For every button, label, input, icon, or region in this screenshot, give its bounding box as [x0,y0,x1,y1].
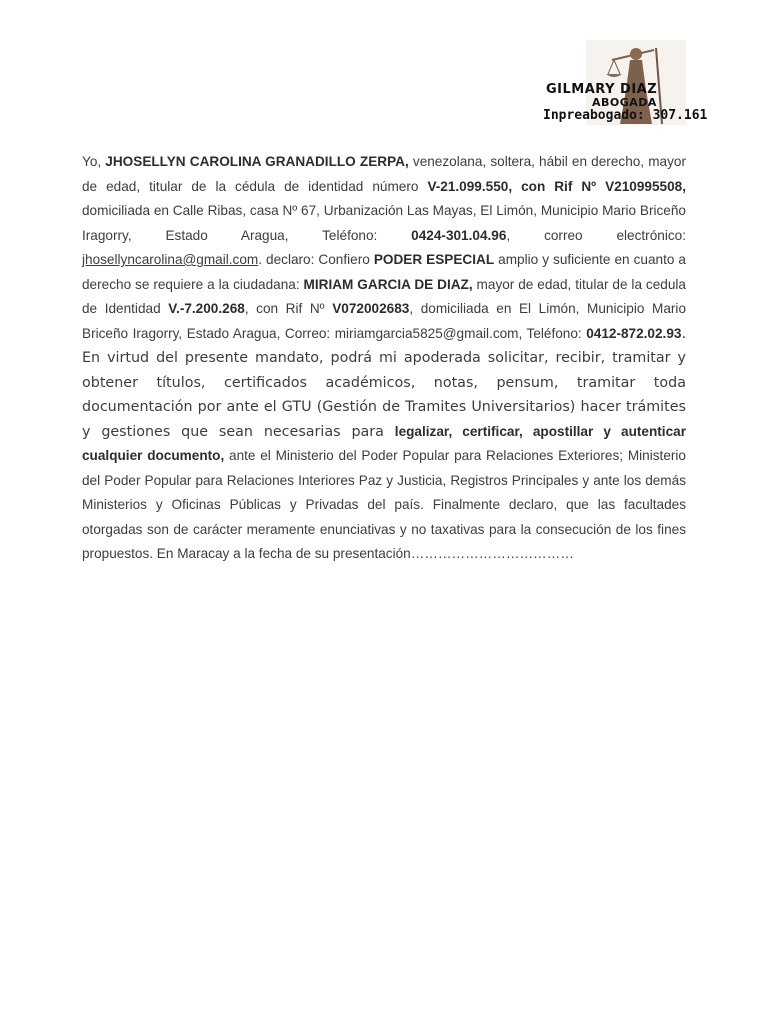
text-segment: venezolana, soltera, hábil en derecho, mayor de edad, titular de la cédula de identidad número [82,154,686,194]
text-segment: ante el Ministerio del Poder Popular para Relaciones Exteriores; Ministerio del Poder Popular para Relaciones Interiores Paz y Justicia, Registros Principales y ante los demás Ministerios y Oficinas Públicas y Privadas del país. Finalmente declaro, que las facultades otorgadas son de carácter meramente enunciativas y no taxativas para la consecución de los fines propuestos. En Maracay a la fecha de su presentación……………………………… [82,448,686,561]
grantor-name: JHOSELLYN CAROLINA GRANADILLO ZERPA, [105,154,409,169]
power-of-attorney-text [82,150,686,567]
text-segment: , domiciliada en El Limón, Municipio Mario Briceño Iragorry, Estado Aragua, Correo: miriamgarcia5825@gmail.com, Teléfono: [82,301,687,341]
text-segment: . En virtud del presente mandato, podrá mi apoderada solicitar, recibir, tramitar y obtener títulos, certificados académicos, notas, pensum, tramitar toda documentación por ante el GTU (Gestión de Tramites Universitarios) hacer trámites y gestiones que sean necesarias para [82,325,686,440]
authorized-actions: legalizar, certificar, apostillar y autenticar cualquier documento, [82,423,686,463]
grantor-id: V-21.099.550, con Rif Nº V210995508, [427,178,687,194]
attorney-name: MIRIAM GARCIA DE DIAZ, [303,276,473,292]
text-segment: amplio y suficiente en cuanto a derecho se requiere a la ciudadana: [82,252,686,292]
attorney-id: V.-7.200.268 [168,301,245,316]
text-segment: domiciliada en Calle Ribas, casa Nº 67, Urbanización Las Mayas, El Limón, Municipio Mario Briceño Iragorry, Estado Aragua, Teléfono: [82,203,686,243]
attorney-rif: V072002683 [332,301,410,316]
text-segment: Yo, [82,154,106,169]
grantor-phone: 0424-301.04.96 [411,227,507,243]
text-segment: mayor de edad, titular de la cedula de Identidad [82,276,686,316]
text-segment: , correo electrónico: [506,227,686,243]
poder-especial: PODER ESPECIAL [373,252,495,267]
inpreabogado-number: Inpreabogado: 307.161 [543,108,708,123]
lawyer-name: GILMARY DIAZ [546,82,658,97]
attorney-phone: 0412-872.02.93 [586,325,682,341]
text-segment: , con Rif Nº [244,301,333,316]
letterhead [530,40,766,130]
text-segment: . declaro: Confiero [258,252,374,267]
grantor-email-link[interactable]: jhosellyncarolina@gmail.com [82,252,259,267]
lawyer-title: ABOGADA [592,96,657,109]
